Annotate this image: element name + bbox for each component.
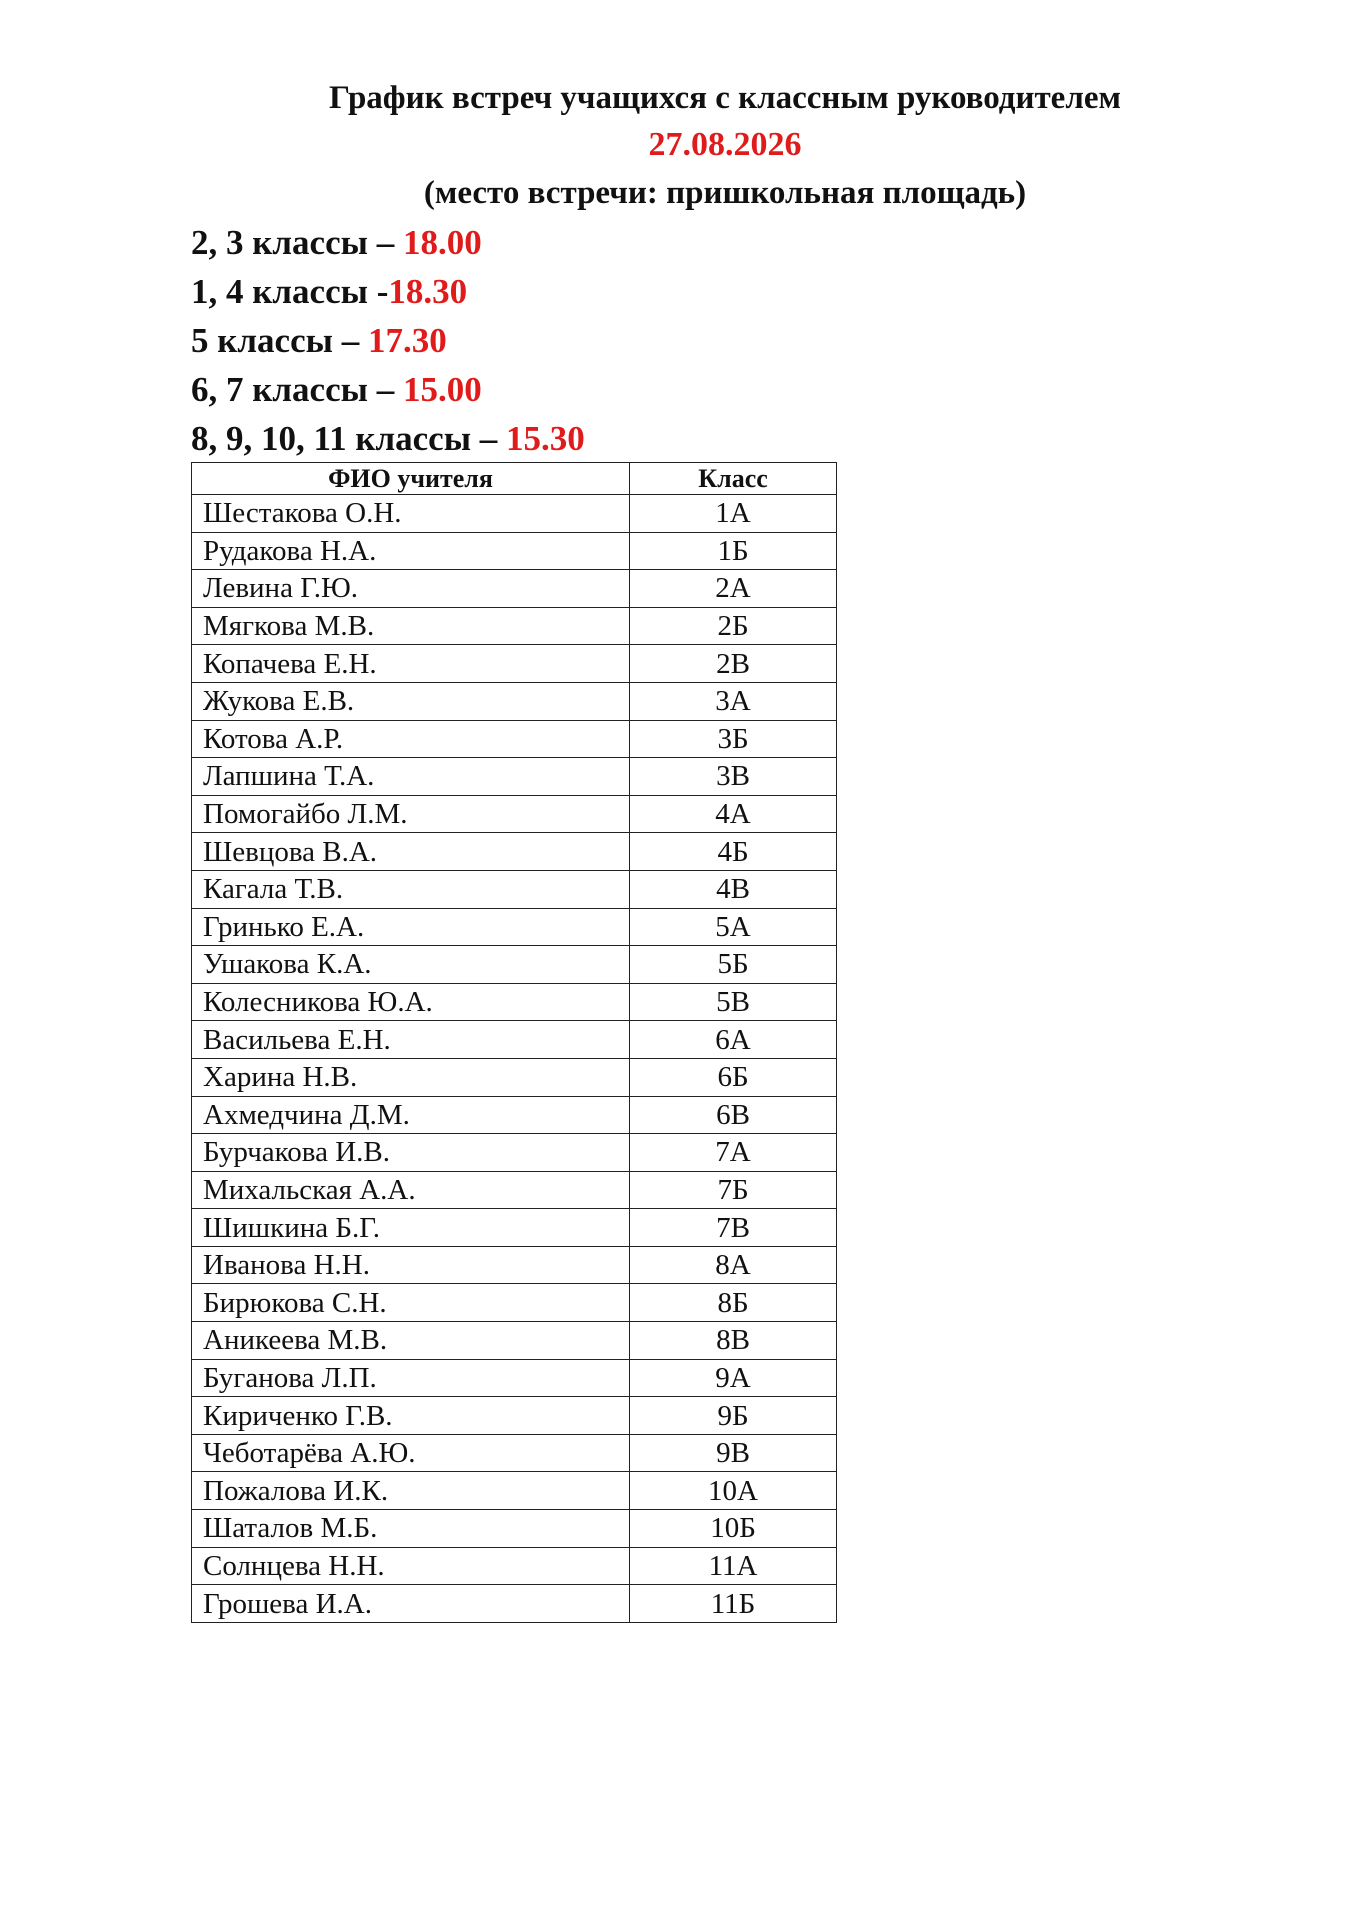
schedule-row [191,267,585,316]
teacher-name-cell: Аникеева М.В. [192,1322,630,1360]
class-cell: 7А [630,1134,837,1172]
column-header-class: Класс [630,463,837,495]
class-cell: 9А [630,1359,837,1397]
table-row [192,645,837,683]
class-cell: 10А [630,1472,837,1510]
schedule-separator: - [367,272,389,311]
class-cell: 9Б [630,1397,837,1435]
teacher-name-cell: Рудакова Н.А. [192,532,630,570]
document-title: График встреч учащихся с классным руководителем [329,80,1121,116]
class-cell: 4А [630,795,837,833]
table-row [192,682,837,720]
table-row [192,1510,837,1548]
class-cell: 1Б [630,532,837,570]
class-cell: 9В [630,1434,837,1472]
class-cell: 7В [630,1209,837,1247]
class-cell: 5Б [630,946,837,984]
schedule-time: 15.00 [402,370,482,409]
class-cell: 6В [630,1096,837,1134]
table-row [192,983,837,1021]
class-cell: 10Б [630,1510,837,1548]
teacher-name-cell: Кириченко Г.В. [192,1397,630,1435]
teacher-name-cell: Грошева И.А. [192,1585,630,1623]
table-row [192,1472,837,1510]
schedule-separator: – [332,321,368,360]
schedule-list [191,218,585,463]
teacher-name-cell: Харина Н.В. [192,1058,630,1096]
table-header-row [192,463,837,495]
teacher-name-cell: Кагала Т.В. [192,870,630,908]
schedule-separator: – [367,370,403,409]
table-row [192,1171,837,1209]
meeting-date: 27.08.2026 [648,126,802,163]
teacher-name-cell: Бирюкова С.Н. [192,1284,630,1322]
table-row [192,1058,837,1096]
table-row [192,607,837,645]
schedule-row [191,365,585,414]
schedule-separator: – [471,419,507,458]
table-row [192,1134,837,1172]
table-row [192,1021,837,1059]
table-row [192,1096,837,1134]
table-row [192,1397,837,1435]
class-cell: 5В [630,983,837,1021]
teacher-name-cell: Колесникова Ю.А. [192,983,630,1021]
schedule-time: 18.00 [402,223,482,262]
teacher-name-cell: Помогайбо Л.М. [192,795,630,833]
teacher-name-cell: Чеботарёва А.Ю. [192,1434,630,1472]
teacher-name-cell: Гринько Е.А. [192,908,630,946]
table-row [192,1209,837,1247]
class-cell: 2А [630,570,837,608]
table-row [192,532,837,570]
class-cell: 3А [630,682,837,720]
class-cell: 11А [630,1547,837,1585]
schedule-time: 18.30 [388,272,468,311]
teacher-name-cell: Котова А.Р. [192,720,630,758]
teacher-name-cell: Шишкина Б.Г. [192,1209,630,1247]
table-row [192,946,837,984]
teacher-name-cell: Иванова Н.Н. [192,1246,630,1284]
class-cell: 4Б [630,833,837,871]
schedule-grades: 8, 9, 10, 11 классы [191,419,472,458]
teacher-name-cell: Копачева Е.Н. [192,645,630,683]
class-cell: 2Б [630,607,837,645]
class-cell: 4В [630,870,837,908]
table-row [192,795,837,833]
teacher-name-cell: Буганова Л.П. [192,1359,630,1397]
schedule-row [191,414,585,463]
table-row [192,570,837,608]
class-cell: 8В [630,1322,837,1360]
table-row [192,720,837,758]
teacher-name-cell: Шестакова О.Н. [192,495,630,533]
schedule-row [191,316,585,365]
teacher-name-cell: Васильева Е.Н. [192,1021,630,1059]
meeting-place: (место встречи: пришкольная площадь) [423,175,1027,211]
table-row [192,833,837,871]
table-row [192,1359,837,1397]
class-cell: 6А [630,1021,837,1059]
teacher-name-cell: Лапшина Т.А. [192,758,630,796]
class-cell: 1А [630,495,837,533]
class-cell: 8Б [630,1284,837,1322]
teacher-name-cell: Солнцева Н.Н. [192,1547,630,1585]
table-row [192,1434,837,1472]
schedule-separator: – [367,223,403,262]
class-cell: 11Б [630,1585,837,1623]
class-cell: 3В [630,758,837,796]
table-row [192,1547,837,1585]
column-header-teacher: ФИО учителя [192,463,630,495]
schedule-grades: 6, 7 классы [191,370,368,409]
table-row [192,1284,837,1322]
class-cell: 5А [630,908,837,946]
class-cell: 6Б [630,1058,837,1096]
teacher-name-cell: Жукова Е.В. [192,682,630,720]
class-cell: 8А [630,1246,837,1284]
table-row [192,1246,837,1284]
teacher-name-cell: Шевцова В.А. [192,833,630,871]
class-cell: 3Б [630,720,837,758]
table-row [192,1585,837,1623]
class-cell: 2В [630,645,837,683]
teacher-name-cell: Мягкова М.В. [192,607,630,645]
teacher-name-cell: Пожалова И.К. [192,1472,630,1510]
teachers-table [191,462,837,1623]
teacher-name-cell: Михальская А.А. [192,1171,630,1209]
teacher-name-cell: Ушакова К.А. [192,946,630,984]
table-row [192,870,837,908]
schedule-row [191,218,585,267]
table-row [192,908,837,946]
schedule-grades: 1, 4 классы [191,272,368,311]
table-body [192,495,837,1623]
schedule-time: 17.30 [367,321,447,360]
teacher-name-cell: Левина Г.Ю. [192,570,630,608]
teacher-name-cell: Ахмедчина Д.М. [192,1096,630,1134]
class-cell: 7Б [630,1171,837,1209]
schedule-grades: 5 классы [191,321,333,360]
table-row [192,758,837,796]
table-row [192,495,837,533]
teacher-name-cell: Бурчакова И.В. [192,1134,630,1172]
schedule-time: 15.30 [506,419,585,458]
teacher-name-cell: Шаталов М.Б. [192,1510,630,1548]
schedule-grades: 2, 3 классы [191,223,368,262]
table-row [192,1322,837,1360]
